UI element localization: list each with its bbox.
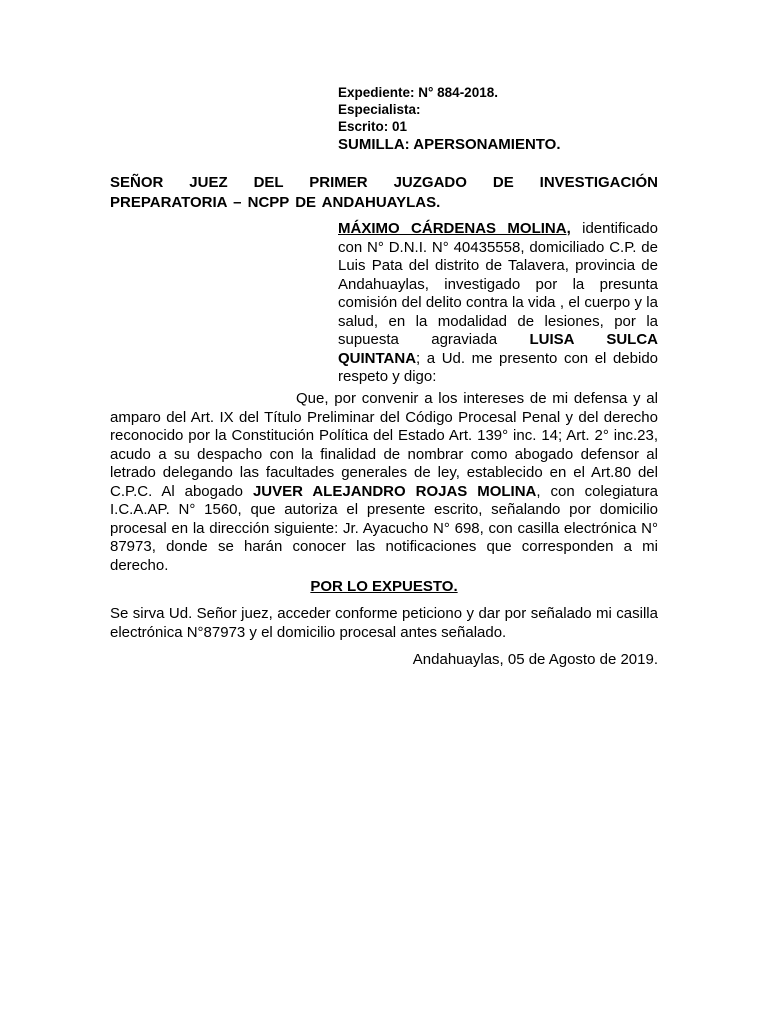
expediente-line: Expediente: N° 884-2018. (338, 85, 498, 100)
case-header (338, 84, 668, 154)
date-line: Andahuaylas, 05 de Agosto de 2019. (412, 651, 658, 668)
escrito-line: Escrito: 01 (338, 119, 408, 134)
body-paragraph (110, 390, 658, 575)
body-text-1: Que, por convenir a los intereses de mi defensa y al amparo del Art. IX del Título Preliminar del Código Procesal Penal y del derecho reconocido por la Constitución Política del Estado Art. 139° inc. 14; Art. 2° inc.23, acudo a su despacho con la finalidad de nombrar como abogado defensor al letrado delegando las facultades generales de ley, establecido en el Art.80 del C.P.C. Al abogado (110, 390, 658, 500)
addressee-block (110, 173, 658, 213)
identification-text-2: ; a Ud. me presento con el debido respeto y digo: (338, 349, 658, 385)
identification-paragraph (338, 220, 658, 387)
victim-name: LUISA SULCA QUINTANA (338, 331, 658, 367)
defendant-name: MÁXIMO CÁRDENAS MOLINA, (338, 220, 571, 237)
especialista-line: Especialista: (338, 102, 421, 117)
identification-text-1: identificado con N° D.N.I. N° 40435558, domiciliado C.P. de Luis Pata del distrito de Talavera, provincia de Andahuaylas, investigado por la presunta comisión del delito contra la vida , el cuerpo y la salud, en la modalidad de lesiones, por la supuesta agraviada (338, 220, 658, 348)
request-paragraph: Se sirva Ud. Señor juez, acceder conforme peticiono y dar por señalado mi casilla electrónica N°87973 y el domicilio procesal antes señalado. (110, 605, 658, 641)
sumilla-line: SUMILLA: APERSONAMIENTO. (338, 136, 561, 153)
addressee-line-1: SEÑOR JUEZ DEL PRIMER JUZGADO DE INVESTIGACIÓN (110, 174, 658, 191)
lawyer-name: JUVER ALEJANDRO ROJAS MOLINA (252, 482, 537, 500)
closing-heading: POR LO EXPUESTO. (310, 578, 458, 595)
addressee-line-2: PREPARATORIA – NCPP DE ANDAHUAYLAS. (110, 194, 441, 211)
body-text-2: , con colegiatura I.C.A.AP. N° 1560, que autoriza el presente escrito, señalando por domicilio procesal en la dirección siguiente: Jr. Ayacucho N° 698, con casilla electrónica N° 87973, donde se harán conocer las notificaciones que corresponden a mi derecho. (110, 482, 658, 574)
